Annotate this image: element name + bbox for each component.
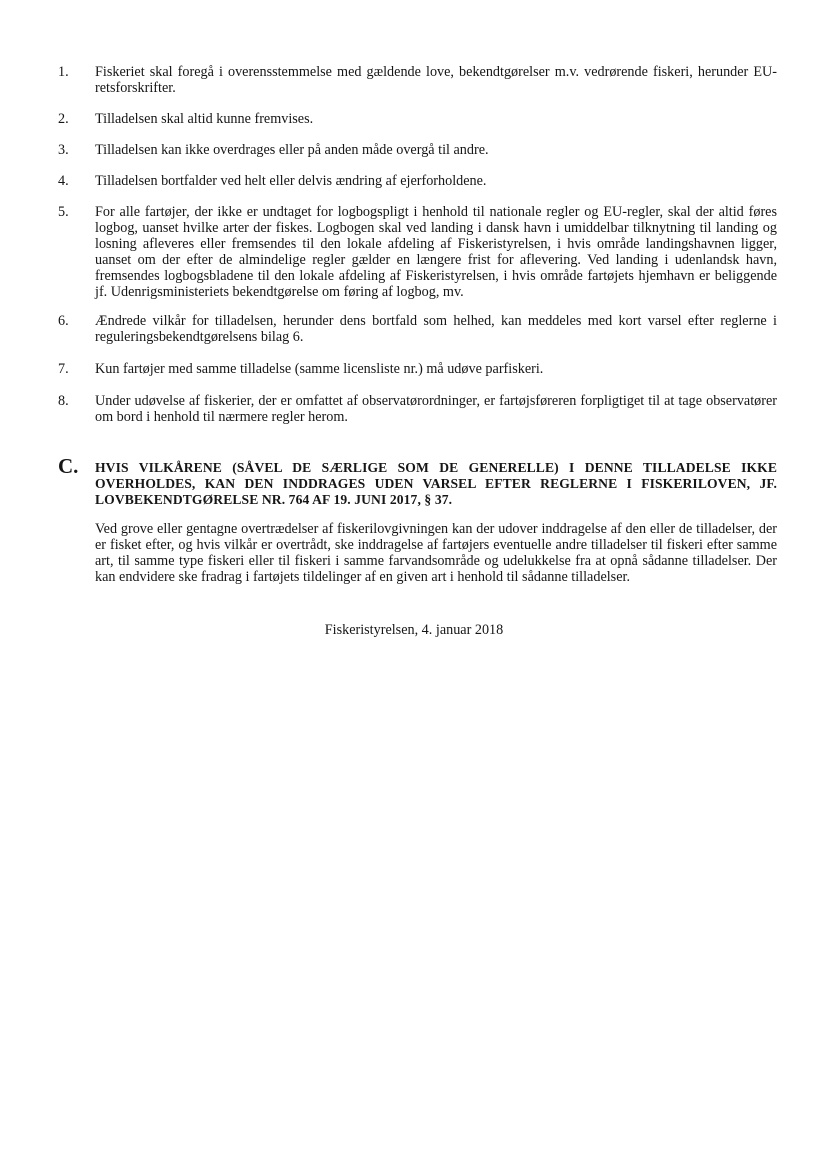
section-heading: HVIS VILKÅRENE (SÅVEL DE SÆRLIGE SOM DE GENERELLE) I DENNE TILLADELSE IKKE OVERHOLDES, KAN DEN INDDRAGES UDEN VARSEL EFTER REGLERNE I FISKERILOVEN, JF. LOVBEKENDTGØRELSE NR. 764 AF 19. JUNI 2017, § 37. — [95, 460, 777, 507]
condition-number: 1. — [58, 64, 69, 80]
condition-text: Kun fartøjer med samme tilladelse (samme licensliste nr.) må udøve parfiskeri. — [95, 361, 544, 377]
condition-number: 2. — [58, 111, 69, 127]
condition-number: 4. — [58, 173, 69, 189]
condition-number: 6. — [58, 313, 69, 329]
condition-number: 5. — [58, 204, 69, 220]
section-body: Ved grove eller gentagne overtrædelser af fiskerilovgivningen kan der udover inddragelse af den eller de tilladelser, der er fisket efter, og hvis vilkår er overtrådt, ske inddragelse af fartøjers eventuelle andre tilladelser til fiskeri efter samme art, til samme type fiskeri eller til fiskeri i samme farvandsområde og udelukkelse fra at opnå sådanne tilladelser. Der kan endvidere ske fradrag i fartøjets tildelinger af en given art i henhold til sådanne tilladelser. — [95, 521, 777, 585]
condition-text: For alle fartøjer, der ikke er undtaget for logbogspligt i henhold til nationale regler og EU-regler, skal der altid føres logbog, uanset hvilke arter der fiskes. Logbogen skal ved landing i dansk havn i umiddelbar tilknytning til landing og losning afleveres eller fremsendes til den lokale afdeling af Fiskeristyrelsen, i hvis område landingshavnen ligger, uanset om der efter de almindelige regler gælder en længere frist for aflevering. Ved landing i udenlandsk havn, fremsendes logbogsbladene til den lokale afdeling af Fiskeristyrelsen, i hvis område fartøjets hjemhavn er beliggende jf. Udenrigsministeriets bekendtgørelse om føring af logbog, mv. — [95, 204, 777, 300]
section-letter: C. — [58, 454, 79, 478]
condition-text: Ændrede vilkår for tilladelsen, herunder dens bortfald som helhed, kan meddeles med kort varsel efter reglerne i reguleringsbekendtgørelsens bilag 6. — [95, 313, 777, 345]
condition-text: Tilladelsen kan ikke overdrages eller på anden måde overgå til andre. — [95, 142, 489, 158]
signoff-date-line: Fiskeristyrelsen, 4. januar 2018 — [324, 622, 504, 638]
condition-text: Under udøvelse af fiskerier, der er omfattet af observatørordninger, er fartøjsføreren forpligtiget til at tage observatører om bord i henhold til nærmere regler herom. — [95, 393, 777, 425]
condition-number: 3. — [58, 142, 69, 158]
condition-text: Tilladelsen bortfalder ved helt eller delvis ændring af ejerforholdene. — [95, 173, 487, 189]
condition-number: 7. — [58, 361, 69, 377]
condition-text: Fiskeriet skal foregå i overensstemmelse med gældende love, bekendtgørelser m.v. vedrørende fiskeri, herunder EU-retsforskrifter. — [95, 64, 777, 96]
condition-text: Tilladelsen skal altid kunne fremvises. — [95, 111, 314, 127]
condition-number: 8. — [58, 393, 69, 409]
